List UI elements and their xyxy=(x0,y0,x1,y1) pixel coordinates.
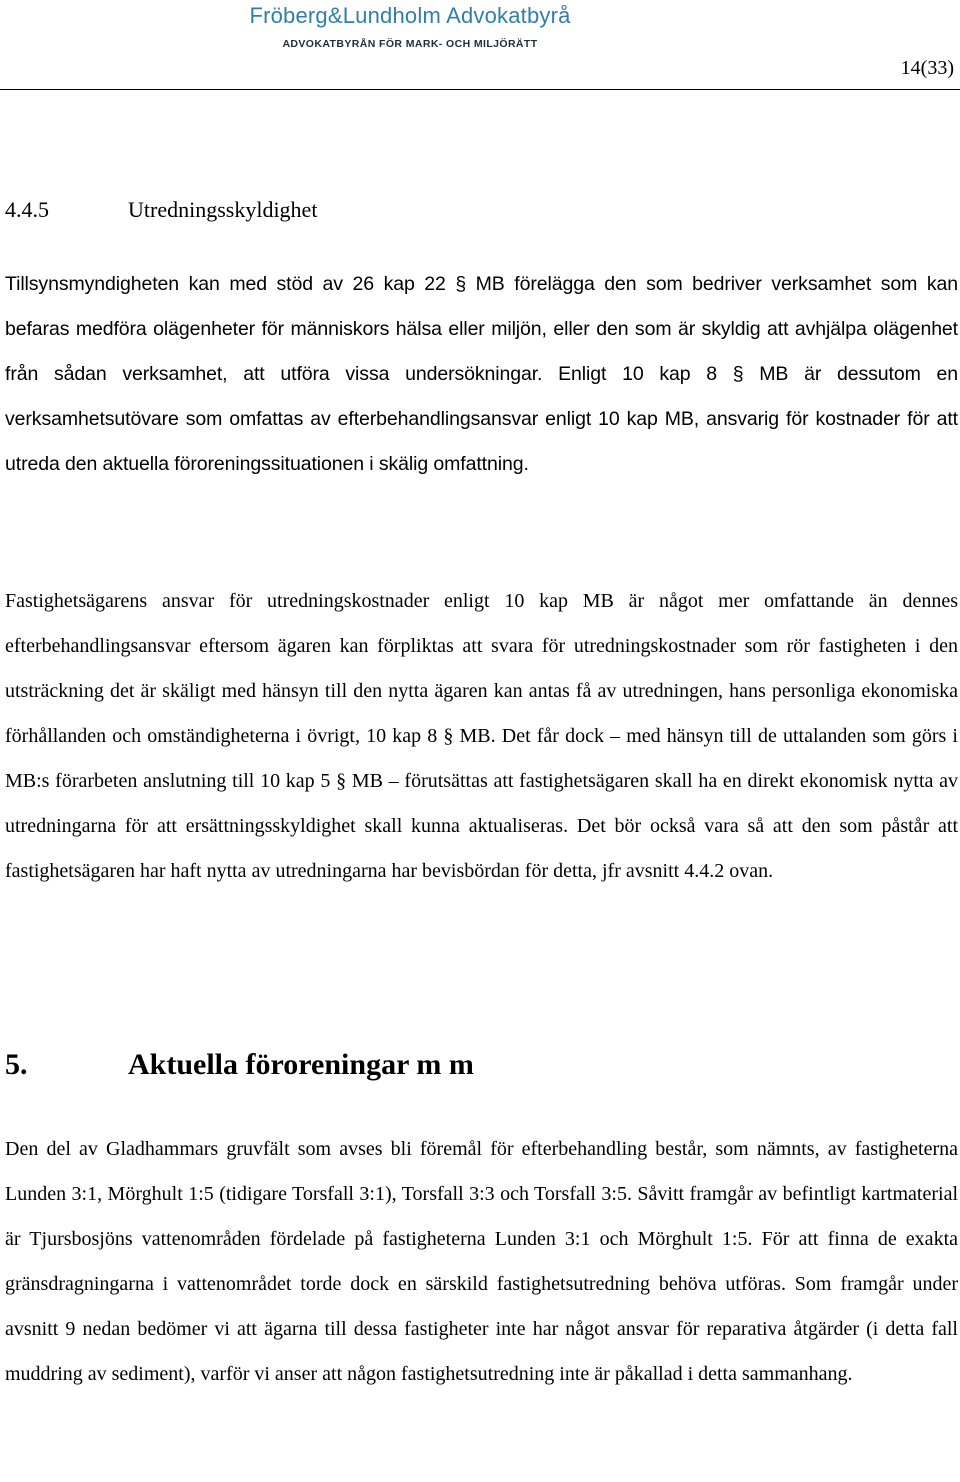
section-number: 4.4.5 xyxy=(5,197,49,222)
section-heading-5 xyxy=(5,1048,474,1082)
paragraph: Fastighetsägarens ansvar för utredningskostnader enligt 10 kap MB är något mer omfattande än dennes efterbehandlingsansvar eftersom ägaren kan förpliktas att svara för utredningskostnader som rör fastigheten i den utsträckning det är skäligt med hänsyn till den nytta ägaren kan antas få av utredningen, hans personliga ekonomiska förhållanden och omständigheterna i övrigt, 10 kap 8 § MB. Det får dock – med hänsyn till de uttalanden som görs i MB:s förarbeten anslutning till 10 kap 5 § MB – förutsättas att fastighetsägaren skall ha en direkt ekonomisk nytta av utredningarna för att ersättningsskyldighet skall kunna aktualiseras. Det bör också vara så att den som påstår att fastighetsägaren har haft nytta av utredningarna har bevisbördan för detta, jfr avsnitt 4.4.2 ovan. xyxy=(5,590,958,882)
header-divider xyxy=(0,89,960,90)
section-heading-4-4-5 xyxy=(5,197,317,223)
firm-logo xyxy=(230,2,590,50)
paragraph: Tillsynsmyndigheten kan med stöd av 26 kap 22 § MB förelägga den som bedriver verksamhet som kan befaras medföra olägenheter för människors hälsa eller miljön, eller den som är skyldig att avhjälpa olägenhet från sådan verksamhet, att utföra vissa undersökningar. Enligt 10 kap 8 § MB är dessutom en verksamhetsutövare som omfattas av efterbehandlingsansvar enligt 10 kap MB, ansvarig för kostnader för att utreda den aktuella föroreningssituationen i skälig omfattning. xyxy=(5,273,958,475)
section-title: Utredningsskyldighet xyxy=(128,197,318,222)
firm-tagline: ADVOKATBYRÅN FÖR MARK- OCH MILJÖRÄTT xyxy=(282,38,538,50)
section-title: Aktuella föroreningar m m xyxy=(128,1048,474,1081)
page-number: 14(33) xyxy=(900,57,954,79)
paragraph: Den del av Gladhammars gruvfält som avses bli föremål för efterbehandling består, som nämnts, av fastigheterna Lunden 3:1, Mörghult 1:5 (tidigare Torsfall 3:1), Torsfall 3:3 och Torsfall 3:5. Såvitt framgår av befintligt kartmaterial är Tjursbosjöns vattenområden fördelade på fastigheterna Lunden 3:1 och Mörghult 1:5. För att finna de exakta gränsdragningarna i vattenområdet torde dock en särskild fastighetsutredning behöva utföras. Som framgår under avsnitt 9 nedan bedömer vi att ägarna till dessa fastigheter inte har något ansvar för reparativa åtgärder (i detta fall muddring av sediment), varför vi anser att någon fastighetsutredning inte är påkallad i detta sammanhang. xyxy=(5,1138,958,1385)
firm-name: Fröberg&Lundholm Advokatbyrå xyxy=(249,3,571,28)
section-number: 5. xyxy=(5,1048,28,1081)
